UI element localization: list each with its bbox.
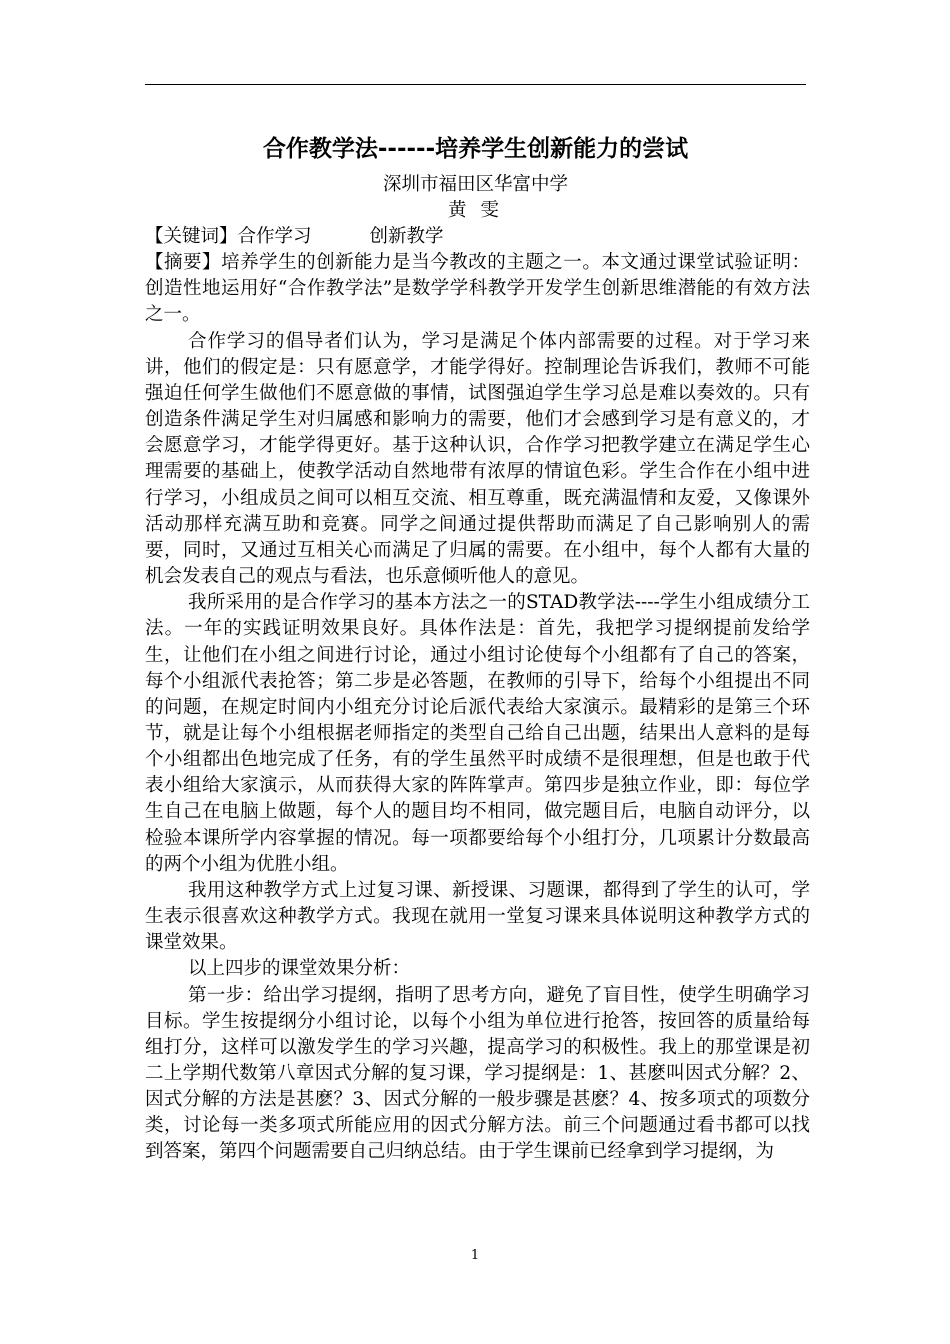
keyword-item: 合作学习 <box>237 226 312 247</box>
keywords-line <box>145 224 810 250</box>
body-paragraph: 以上四步的课堂效果分析： <box>188 958 411 980</box>
document-title: 合作教学法------培养学生创新能力的尝试 <box>262 136 689 162</box>
abstract-text: 培养学生的创新能力是当今教改的主题之一。本文通过课堂试验证明：创造性地运用好“合作教学法”是数学学科教学开发学生创新思维潜能的有效方法之一。 <box>145 252 810 326</box>
page-number: 1 <box>470 1248 480 1263</box>
school-name: 深圳市福田区华富中学 <box>382 174 568 195</box>
author-name: 黄 雯 <box>448 200 503 221</box>
document-body <box>145 224 810 1166</box>
abstract <box>145 250 810 328</box>
body-paragraph: 我所采用的是合作学习的基本方法之一的STAD教学法----学生小组成绩分工法。一年的实践证明效果良好。具体作法是：首先，我把学习提纲提前发给学生，让他们在小组之间进行讨论，通过小组讨论使每个小组都有了自己的答案，每个小组派代表抢答；第二步是必答题，在教师的引导下，给每个小组提出不同的问题，在规定时间内小组充分讨论后派代表给大家演示。最精彩的是第三个环节，就是让每个小组根据老师指定的类型自己给自己出题，结果出人意料的是每个小组都出色地完成了任务，有的学生虽然平时成绩不是很理想，但是也敢于代表小组给大家演示，从而获得大家的阵阵掌声。第四步是独立作业，即：每位学生自己在电脑上做题，每个人的题目均不相同，做完题目后，电脑自动评分，以检验本课所学内容掌握的情况。每一项都要给每个小组打分，几项累计分数最高的两个小组为优胜小组。 <box>145 592 810 875</box>
keywords-label: 【关键词】 <box>145 226 238 247</box>
header-rule <box>145 84 806 85</box>
body-paragraph: 合作学习的倡导者们认为，学习是满足个体内部需要的过程。对于学习来讲，他们的假定是：只有愿意学，才能学得好。控制理论告诉我们，教师不可能强迫任何学生做他们不愿意做的事情，试图强迫学生学习总是难以奏效的。只有创造条件满足学生对归属感和影响力的需要，他们才会感到学习是有意义的，才会愿意学习，才能学得更好。基于这种认识，合作学习把教学建立在满足学生心理需要的基础上，使教学活动自然地带有浓厚的情谊色彩。学生合作在小组中进行学习，小组成员之间可以相互交流、相互尊重，既充满温情和友爱，又像课外活动那样充满互助和竞赛。同学之间通过提供帮助而满足了自己影响别人的需要，同时，又通过互相关心而满足了归属的需要。在小组中，每个人都有大量的机会发表自己的观点与看法，也乐意倾听他人的意见。 <box>145 330 810 588</box>
abstract-label: 【摘要】 <box>145 252 222 274</box>
body-paragraph: 第一步：给出学习提纲，指明了思考方向，避免了盲目性，使学生明确学习目标。学生按提纲分小组讨论，以每个小组为单位进行抢答，按回答的质量给每组打分，这样可以激发学生的学习兴趣，提高学习的积极性。我上的那堂课是初二上学期代数第八章因式分解的复习课，学习提纲是：1、甚麽叫因式分解？2、因式分解的方法是甚麽？3、因式分解的一般步骤是甚麽？4、按多项式的项数分类，讨论每一类多项式所能应用的因式分解方法。前三个问题通过看书都可以找到答案，第四个问题需要自己归纳总结。由于学生课前已经拿到学习提纲，为 <box>145 984 810 1163</box>
body-paragraph: 我用这种教学方式上过复习课、新授课、习题课，都得到了学生的认可，学生表示很喜欢这种教学方式。我现在就用一堂复习课来具体说明这种教学方式的课堂效果。 <box>145 879 810 954</box>
keyword-item: 创新教学 <box>369 226 444 247</box>
